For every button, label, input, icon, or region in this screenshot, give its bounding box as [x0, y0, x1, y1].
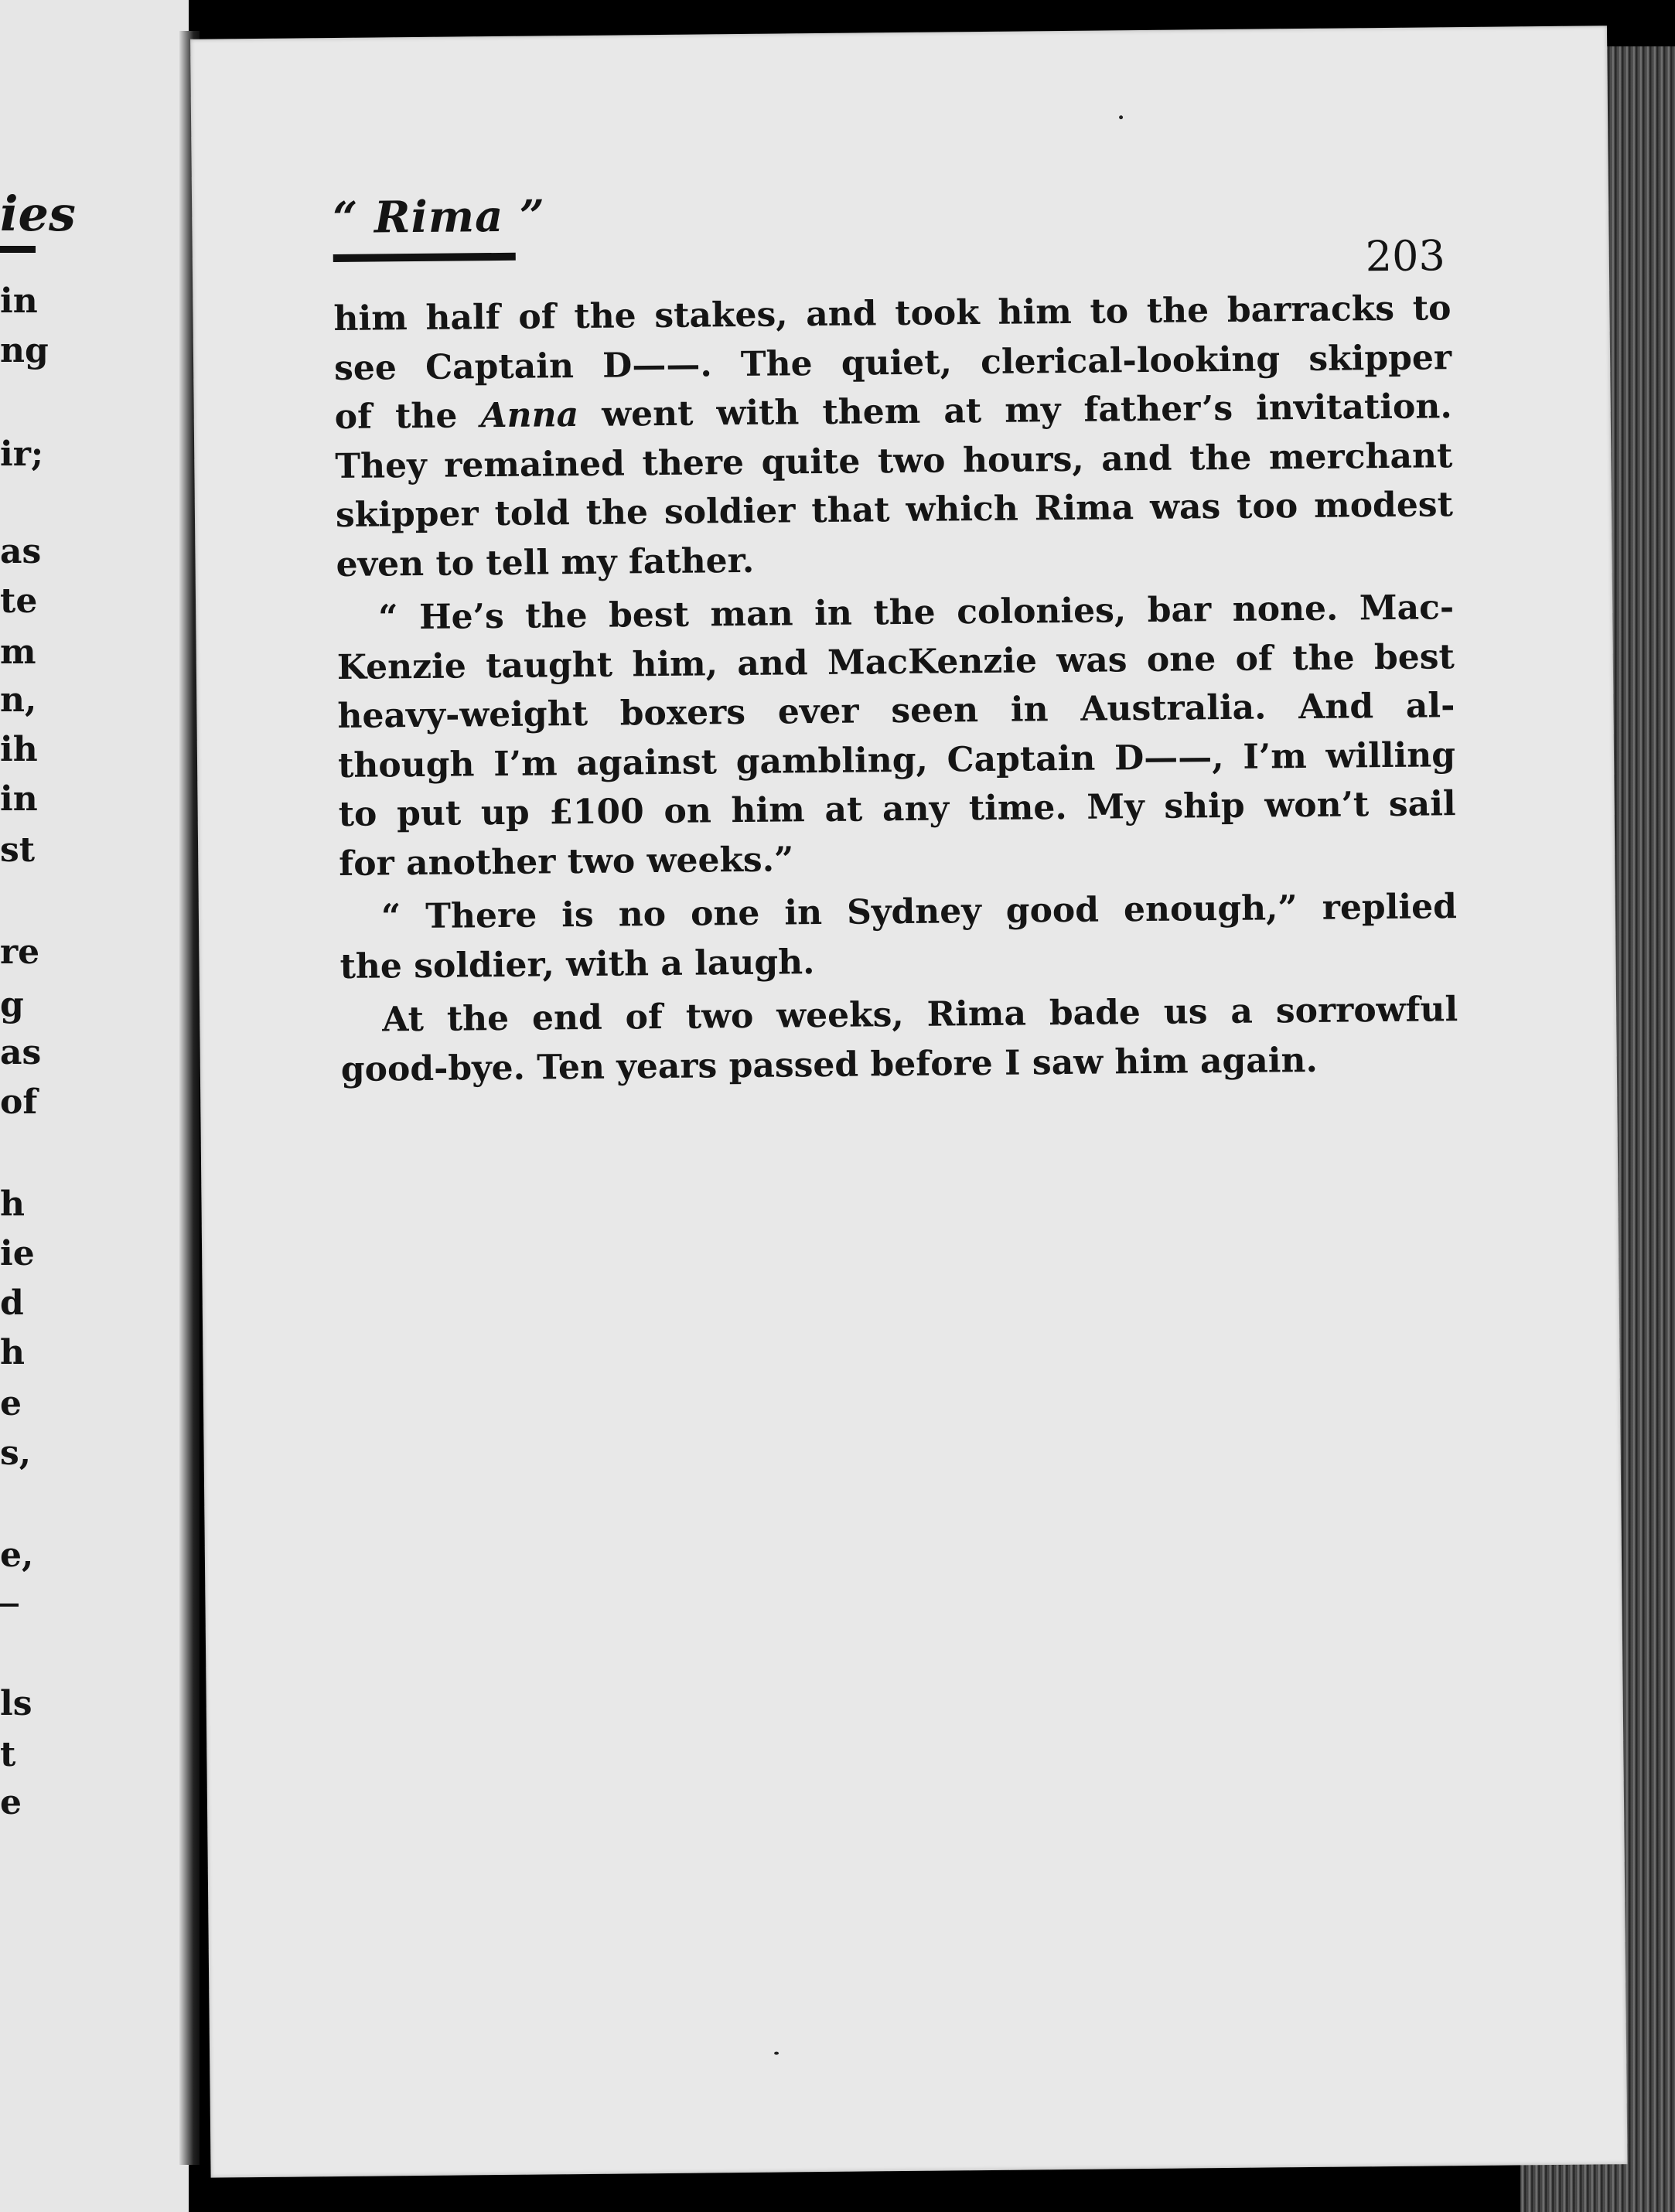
- left-page-line-fragment: in: [0, 281, 38, 321]
- left-page-line-fragment: t: [0, 1735, 16, 1774]
- left-page-line-fragment: of: [0, 1082, 38, 1122]
- ship-name: Anna: [480, 394, 579, 436]
- left-page-line-fragment: te: [0, 581, 38, 621]
- text-line: “ He’s the best man in the colonies, bar none. Mac-: [377, 588, 1455, 638]
- left-page-line-fragment: st: [0, 830, 36, 870]
- text-line: the soldier, with a laugh.: [339, 942, 815, 987]
- left-page-dash: [0, 1604, 19, 1607]
- left-page-line-fragment: e: [0, 1384, 22, 1423]
- page-number: 203: [1365, 231, 1446, 281]
- text-run: went with them at my father’s invitation.: [578, 387, 1452, 435]
- left-page-line-fragment: in: [0, 779, 38, 819]
- text-line: though I’m against gambling, Captain D——, I’m willing: [337, 734, 1456, 786]
- left-page-line-fragment: ie: [0, 1234, 35, 1273]
- left-page-header-fragment: ies: [0, 186, 76, 242]
- left-page-line-fragment: e: [0, 1783, 22, 1822]
- text-line: At the end of two weeks, Rima bade us a sorrowful: [381, 990, 1458, 1040]
- left-page-line-fragment: s,: [0, 1433, 32, 1473]
- text-line: to put up £100 on him at any time. My ship won’t sail: [338, 784, 1456, 834]
- text-line: see Captain D——. The quiet, clerical-looking skipper: [333, 337, 1452, 388]
- body-text: [333, 284, 1458, 1094]
- book-page: [190, 26, 1627, 2177]
- text-line: good-bye. Ten years passed before I saw him again.: [340, 1040, 1319, 1089]
- ink-speck: [774, 2052, 779, 2055]
- left-page-rule: [0, 246, 36, 253]
- text-line: They remained there quite two hours, and the merchant: [335, 435, 1453, 486]
- left-page-line-fragment: g: [0, 985, 24, 1024]
- left-page-line-fragment: ls: [0, 1684, 32, 1723]
- left-page-line-fragment: re: [0, 932, 40, 972]
- left-page-line-fragment: ng: [0, 331, 49, 370]
- text-line: “ There is no one in Sydney good enough,” replied: [380, 887, 1458, 937]
- left-page-line-fragment: as: [0, 532, 42, 571]
- left-page-line-fragment: h: [0, 1184, 25, 1224]
- left-page-line-fragment: m: [0, 632, 36, 672]
- left-page-line-fragment: h: [0, 1333, 25, 1372]
- text-run: of the: [334, 396, 481, 438]
- left-page-line-fragment: as: [0, 1033, 42, 1072]
- running-head-rule: [333, 253, 516, 262]
- text-line: even to tell my father.: [336, 540, 755, 585]
- left-page-line-fragment: d: [0, 1283, 24, 1323]
- running-head: “ Rima ”: [332, 190, 546, 244]
- text-line: for another two weeks.”: [339, 839, 794, 884]
- ink-speck: [1119, 115, 1123, 119]
- text-line: heavy-weight boxers ever seen in Australia. And al-: [337, 686, 1455, 737]
- left-page-line-fragment: ih: [0, 730, 38, 769]
- text-line: skipper told the soldier that which Rima was too modest: [335, 485, 1454, 536]
- left-page-line-fragment: n,: [0, 680, 37, 720]
- text-line: him half of the stakes, and took him to the barracks to: [333, 288, 1452, 339]
- left-page-line-fragment: ir;: [0, 435, 44, 474]
- left-page-edge: [0, 0, 189, 2212]
- text-line: Kenzie taught him, and MacKenzie was one of the best: [336, 636, 1455, 687]
- left-page-line-fragment: e,: [0, 1535, 34, 1575]
